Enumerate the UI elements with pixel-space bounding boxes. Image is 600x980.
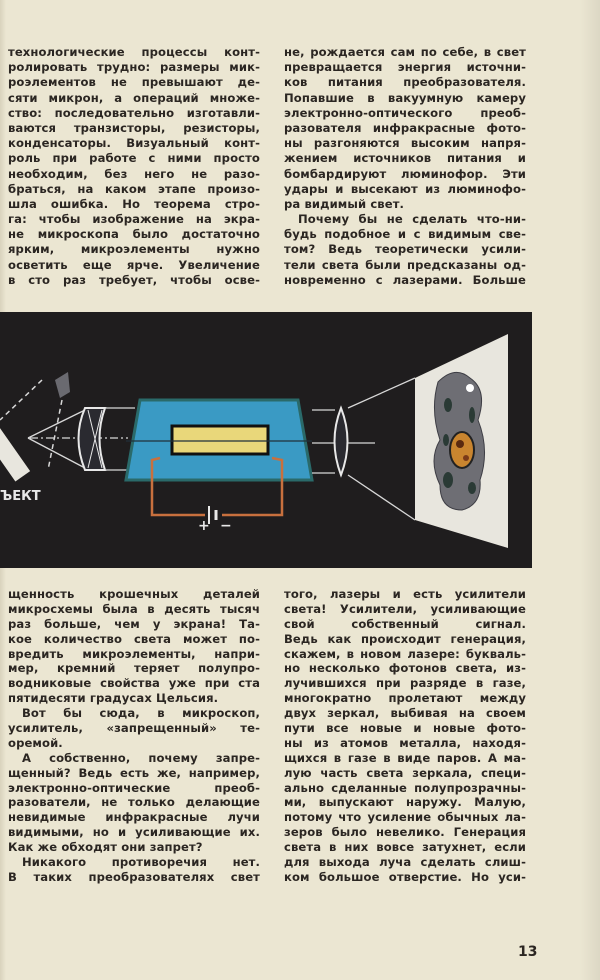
text-line: видимыми, но и усиливающие их. xyxy=(8,825,260,840)
text-line: многократно пролетают между xyxy=(284,691,526,706)
text-line: ков питания преобразователя. xyxy=(284,75,526,90)
text-line: двух зеркал, выбивая на своем xyxy=(284,706,526,721)
text-line: Как же обходят они запрет? xyxy=(8,840,203,855)
text-line: не, рождается сам по себе, в свет xyxy=(284,45,526,59)
bottom-right-column xyxy=(284,587,526,885)
text-line: ми, выпускают наружу. Малую, xyxy=(284,795,526,810)
text-line: разователи, не только делающие xyxy=(8,795,260,810)
battery-minus-label: − xyxy=(220,518,232,534)
text-line: вредить микроэлементы, напри- xyxy=(8,646,260,661)
text-line: ра видимый свет. xyxy=(284,196,405,211)
text-line: лую часть света зеркала, специ- xyxy=(284,765,526,780)
text-line: роэлементов не превышают де- xyxy=(8,75,260,90)
text-line: А собственно, почему запре- xyxy=(22,750,260,765)
text-line: роль при работе с ними просто xyxy=(8,151,260,166)
text-line: Ведь как происходит генерация, xyxy=(284,631,526,646)
text-line: Попавшие в вакуумную камеру xyxy=(284,90,526,105)
text-line: для выхода луча сделать слиш- xyxy=(284,855,526,870)
cell-image xyxy=(434,372,485,510)
top-right-column xyxy=(284,45,526,288)
text-line: света! Усилители, усиливающие xyxy=(284,601,526,616)
text-line: ство: последовательно изготавли- xyxy=(8,105,260,120)
text-line: осветить еще ярче. Увеличение xyxy=(8,257,260,272)
text-line: щенный? Ведь есть же, например, xyxy=(8,765,260,780)
text-line: тели света были предсказаны од- xyxy=(284,257,526,272)
text-line: невидимые инфракрасные лучи xyxy=(8,810,260,825)
text-line: электронно-оптические преоб- xyxy=(8,780,260,795)
text-line: водниковые свойства уже при ста xyxy=(8,676,260,691)
text-line: усилитель, «запрещенный» те- xyxy=(8,721,260,736)
text-line: электронно-оптического преоб- xyxy=(284,105,526,120)
bottom-left-column xyxy=(8,587,260,885)
text-line: лучившихся при разряде в газе, xyxy=(284,676,526,691)
top-left-column xyxy=(8,45,260,288)
text-line: щенность крошечных деталей xyxy=(8,587,260,601)
text-line: ны из атомов металла, находя- xyxy=(284,735,526,750)
text-line: сяти микрон, а операций множе- xyxy=(8,90,260,105)
text-line: необходим, без него не разо- xyxy=(8,166,260,181)
text-line: того, лазеры и есть усилители xyxy=(284,587,526,601)
page-number: 13 xyxy=(518,944,538,960)
text-line: зеров было невелико. Генерация xyxy=(284,825,526,840)
text-line: свой собственный сигнал. xyxy=(284,616,526,631)
text-line: Почему бы не сделать что-ни- xyxy=(298,212,526,227)
text-line: том? Ведь теоретически усили- xyxy=(284,242,526,257)
text-line: превращается энергия источни- xyxy=(284,60,526,75)
text-line: Никакого противоречия нет. xyxy=(22,855,260,870)
text-line: удары и высекают из люминофо- xyxy=(284,181,526,196)
text-line: потому что усиление обычных ла- xyxy=(284,810,526,825)
text-line: ваются транзисторы, резисторы, xyxy=(8,120,260,135)
text-line: пятидесяти градусах Цельсия. xyxy=(8,691,219,706)
text-line: новременно с лазерами. Больше xyxy=(284,272,526,287)
text-line: оремой. xyxy=(8,735,63,750)
text-line: жением источников питания и xyxy=(284,151,526,166)
text-line: га: чтобы изображение на экра- xyxy=(8,212,260,227)
text-line: шла ошибка. Но теорема стро- xyxy=(8,196,260,211)
text-line: щихся в газе в виде паров. А ма- xyxy=(284,750,526,765)
photocathode-screen xyxy=(172,426,268,454)
text-line: ком большое отверстие. Но уси- xyxy=(284,869,526,884)
text-line: микросхемы была в десять тысяч xyxy=(8,601,260,616)
text-line: пути все новые и новые фото- xyxy=(284,721,526,736)
text-line: ально сделанные полупрозрачны- xyxy=(284,780,526,795)
object-label: ЪЕКТ xyxy=(0,489,41,504)
text-line: технологические процессы конт- xyxy=(8,45,260,59)
text-line: ны разгоняются высоким напря- xyxy=(284,136,526,151)
image-intensifier-illustration xyxy=(0,310,600,570)
text-line: в сто раз требует, чтобы осве- xyxy=(8,272,260,287)
text-line: кое количество света может по- xyxy=(8,631,260,646)
text-line: скажем, в новом лазере: букваль- xyxy=(284,646,526,661)
text-line: будь подобное и с видимым све- xyxy=(284,227,526,242)
text-line: мер, кремний теряет полупро- xyxy=(8,661,260,676)
text-line: раз больше, чем у экрана! Та- xyxy=(8,616,260,631)
text-line: ролировать трудно: размеры мик- xyxy=(8,60,260,75)
text-line: конденсаторы. Визуальный конт- xyxy=(8,136,260,151)
text-line: но несколько фотонов света, из- xyxy=(284,661,526,676)
text-line: не микроскопа было достаточно xyxy=(8,227,260,242)
text-line: бомбардируют люминофор. Эти xyxy=(284,166,526,181)
battery-plus-label: + xyxy=(198,518,210,534)
text-line: Вот бы сюда, в микроскоп, xyxy=(22,706,260,721)
text-line: ярким, микроэлементы нужно xyxy=(8,242,260,257)
text-line: разователя инфракрасные фото- xyxy=(284,120,526,135)
text-line: В таких преобразователях свет xyxy=(8,869,260,884)
text-line: браться, на каком этапе произо- xyxy=(8,181,260,196)
text-line: света в них вовсе затухнет, если xyxy=(284,840,526,855)
